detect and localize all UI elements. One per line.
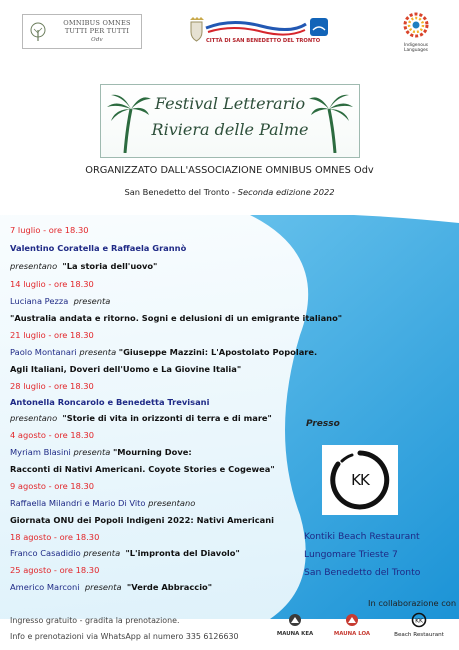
indigenous-label: Indigenous Languages bbox=[403, 43, 429, 53]
sponsor-mauna-kea: MAUNA KEA bbox=[270, 612, 320, 637]
event-3-title-line2: Agli Italiani, Doveri dell'Uomo e La Giovine Italia" bbox=[10, 364, 242, 374]
kontiki-logo bbox=[322, 445, 398, 515]
event-2-date: 14 luglio - ore 18.30 bbox=[10, 279, 94, 289]
event-8-authors: Americo Marconi presenta "Verde Abbraccio" bbox=[10, 582, 213, 592]
venue-name: Kontiki Beach Restaurant bbox=[304, 531, 420, 542]
event-1-date: 7 luglio - ore 18.30 bbox=[10, 225, 89, 235]
event-3-date: 21 luglio - ore 18.30 bbox=[10, 330, 94, 340]
event-7-authors: Franco Casadidio presenta "L'impronta del Diavolo" bbox=[10, 548, 240, 558]
event-1-presentation: presentano "La storia dell'uovo" bbox=[10, 261, 158, 271]
event-2-authors: Luciana Pezza presenta bbox=[10, 296, 111, 306]
venue-city: San Benedetto del Tronto bbox=[304, 567, 421, 578]
venue-street: Lungomare Trieste 7 bbox=[304, 549, 398, 560]
event-4-presentation: presentano "Storie di vita in orizzonti di terra e di mare" bbox=[10, 413, 272, 423]
event-6-authors: Raffaella Milandri e Mario Di Vito presentano bbox=[10, 498, 196, 508]
sponsor-beach-restaurant: KK Beach Restaurant bbox=[386, 612, 452, 638]
event-4-date: 28 luglio - ore 18.30 bbox=[10, 381, 94, 391]
mauna-kea-icon bbox=[288, 613, 302, 627]
event-6-date: 9 agosto - ore 18.30 bbox=[10, 481, 95, 491]
event-5-authors: Myriam Blasini presenta "Mourning Dove: bbox=[10, 447, 192, 457]
sponsor-logos bbox=[270, 612, 455, 648]
event-1-authors: Valentino Coratella e Raffaela Grannò bbox=[10, 243, 187, 253]
footer-line2: Info e prenotazioni via WhatsApp al numero 335 6126630 bbox=[10, 632, 239, 641]
venue-presso: Presso bbox=[306, 419, 340, 429]
event-4-authors: Antonella Roncarolo e Benedetta Trevisani bbox=[10, 397, 210, 407]
event-6-title: Giornata ONU dei Popoli Indigeni 2022: Nativi Americani bbox=[10, 515, 274, 525]
banner-title-line1: Festival Letterario bbox=[154, 94, 306, 113]
event-5-title-line2: Racconti di Nativi Americani. Coyote Stories e Cogewea" bbox=[10, 464, 275, 474]
city-label: CITTÀ DI SAN BENEDETTO DEL TRONTO bbox=[206, 38, 321, 44]
omnibus-logo-line3: Odv bbox=[91, 37, 103, 43]
mauna-loa-icon bbox=[345, 613, 359, 627]
footer-line1: Ingresso gratuito - gradita la prenotazione. bbox=[10, 616, 180, 625]
banner-title-line2: Riviera delle Palme bbox=[151, 120, 309, 139]
event-5-date: 4 agosto - ore 18.30 bbox=[10, 430, 95, 440]
event-8-date: 25 agosto - ore 18.30 bbox=[10, 565, 100, 575]
svg-text:KK: KK bbox=[415, 617, 423, 625]
kontiki-logo-text: KK bbox=[351, 471, 369, 489]
event-2-title: "Australia andata e ritorno. Sogni e delusioni di un emigrante italiano" bbox=[10, 313, 343, 323]
edition-place: San Benedetto del Tronto - bbox=[124, 187, 238, 197]
omnibus-logo-line1: OMNIBUS OMNES bbox=[63, 19, 131, 27]
kontiki-small-icon bbox=[411, 612, 427, 628]
organizer-line: ORGANIZZATO DALL'ASSOCIAZIONE OMNIBUS OMNES Odv bbox=[85, 165, 374, 176]
omnibus-logo-line2: TUTTI PER TUTTI bbox=[64, 27, 130, 35]
collaboration-label: In collaborazione con bbox=[368, 598, 457, 608]
edition-text: Seconda edizione 2022 bbox=[237, 187, 335, 197]
event-3-authors: Paolo Montanari presenta "Giuseppe Mazzini: L'Apostolato Popolare. bbox=[10, 347, 318, 357]
sponsor-mauna-loa: MAUNA LOA bbox=[326, 612, 378, 637]
event-7-date: 18 agosto - ore 18.30 bbox=[10, 532, 100, 542]
